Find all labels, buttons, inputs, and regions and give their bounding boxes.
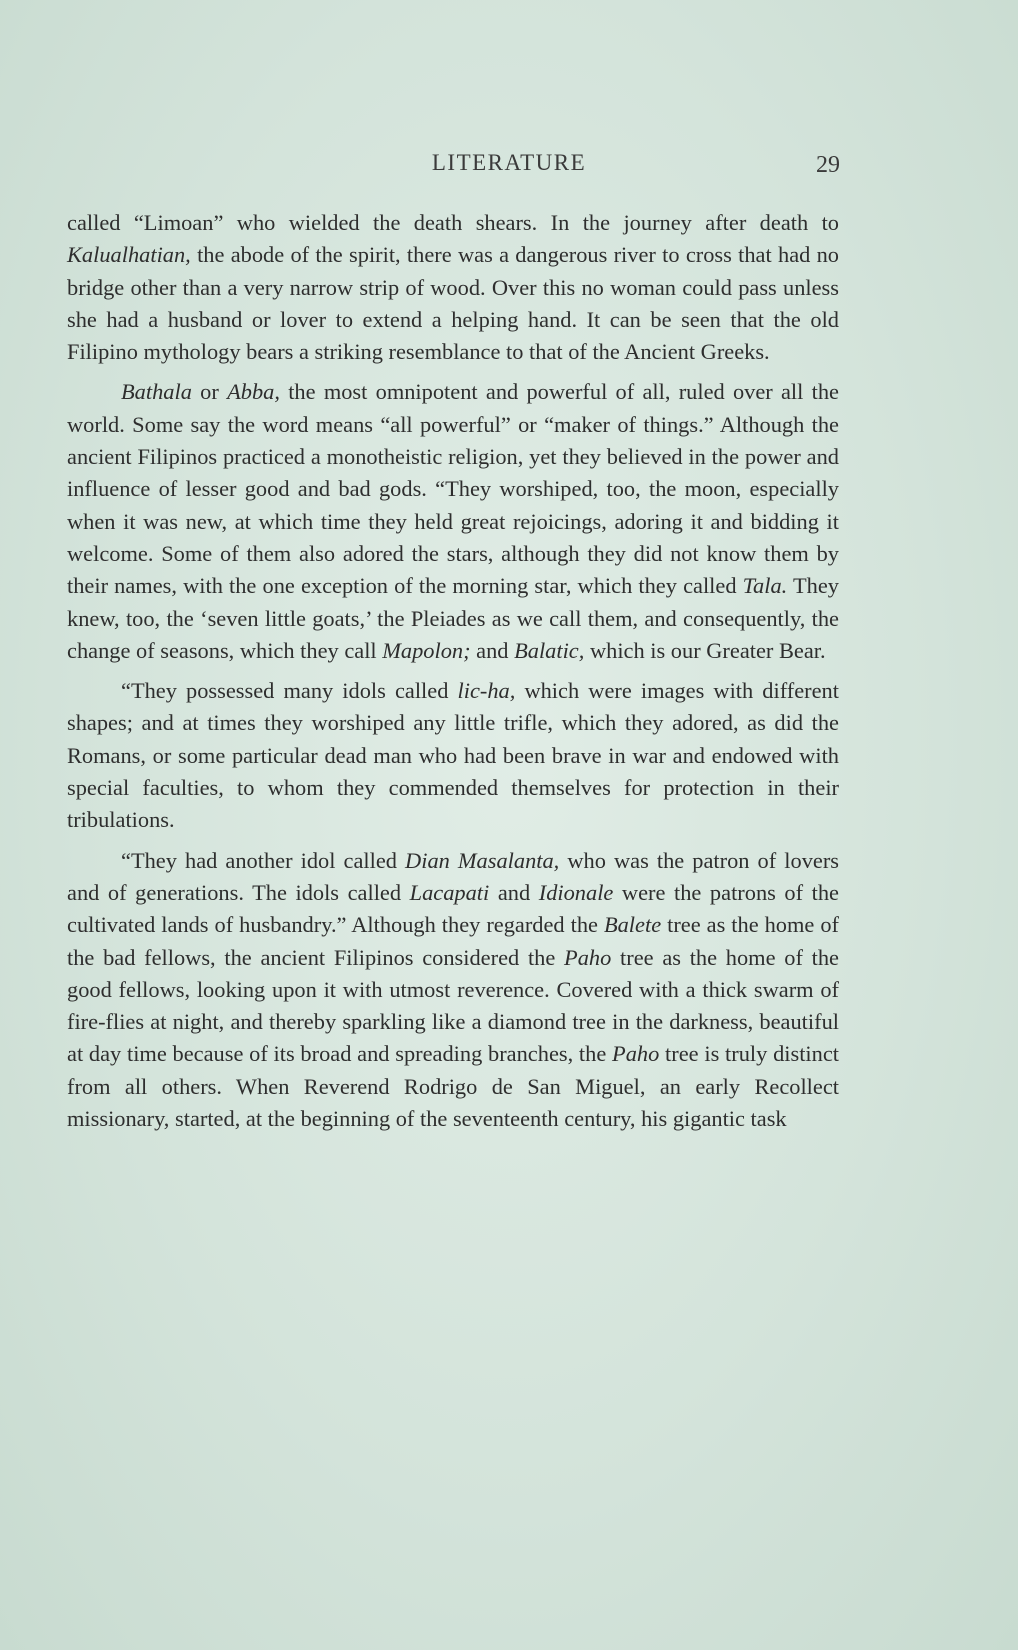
running-title: LITERATURE — [431, 150, 587, 175]
text-run: “They possessed many idols called — [121, 678, 458, 704]
italic-text: Abba, — [227, 379, 280, 405]
italic-text: Kalualhatian, — [67, 242, 191, 268]
text-run: and — [470, 637, 515, 663]
paragraph — [67, 207, 839, 368]
text-run: tree as the home of the good fellows, looking upon it with utmost reverence. Covered with a thick swarm of fire-flies at night, and thereby sparkling like a diamond tree in the darkness, beautiful at day time because of its broad and spreading branches, the — [67, 944, 839, 1067]
text-run: were the patrons of the cultivated lands of husbandry.” Although they regarded the — [67, 879, 839, 938]
paragraph — [67, 376, 839, 667]
text-run: or — [191, 379, 228, 405]
italic-text: Balatic, — [514, 637, 585, 663]
italic-text: lic-ha, — [457, 678, 516, 704]
italic-text: Lacapati — [409, 879, 490, 905]
text-run: the abode of the spirit, there was a dangerous river to cross that had no bridge other than a very narrow strip of wood. Over this no woman could pass unless she had a husband or lover to extend a helping hand. It can be seen that the old Filipino mythology bears a striking resemblance to that of the Ancient Greeks. — [67, 242, 839, 365]
paragraph — [67, 675, 839, 836]
italic-text: Idionale — [538, 879, 614, 905]
text-run: “They had another idol called — [121, 847, 406, 873]
italic-text: Paho — [564, 944, 612, 970]
text-run: who was the patron of lovers and of generations. The idols called — [67, 847, 839, 905]
italic-text: Balete — [603, 912, 662, 938]
text-run: called “Limoan” who wielded the death shears. In the journey after death to — [67, 210, 839, 235]
running-head — [0, 150, 1018, 186]
text-run: which is our Greater Bear. — [584, 637, 826, 663]
text-run: and — [489, 879, 539, 905]
italic-text: Paho — [612, 1041, 660, 1067]
italic-text: Bathala — [121, 379, 192, 405]
text-run: tree as the home of the bad fellows, the ancient Filipinos considered the — [67, 912, 839, 970]
text-run: which were images with different shapes; and at times they worshiped any little trifle, which they adored, as did the Romans, or some particular dead man who had been brave in war and endowed with special faculties, to whom they commended themselves for protection in their tribulations. — [67, 678, 839, 833]
paragraph — [67, 845, 839, 1136]
italic-text: Dian Masalanta, — [405, 847, 560, 873]
italic-text: Mapolon; — [382, 637, 471, 663]
italic-text: Tala. — [742, 573, 788, 599]
body-text — [67, 207, 839, 1135]
text-run: the most omnipotent and powerful of all, ruled over all the world. Some say the word means “all powerful” or “maker of things.” Although the ancient Filipinos practiced a monotheistic religion, yet they believed in the power and influence of lesser good and bad gods. “They worshiped, too, the moon, especially when it was new, at which time they held great rejoicings, adoring it and bidding it welcome. Some of them also adored the stars, although they did not know them by their names, with the one exception of the morning star, which they called — [67, 379, 839, 599]
page-number: 29 — [816, 152, 840, 178]
text-run: They knew, too, the ‘seven little goats,’ the Pleiades as we call them, and consequently, the change of seasons, which they call — [67, 573, 839, 663]
text-run: tree is truly distinct from all others. When Reverend Rodrigo de San Miguel, an early Recollect missionary, started, at the beginning of the seventeenth century, his gigantic task — [67, 1041, 840, 1132]
